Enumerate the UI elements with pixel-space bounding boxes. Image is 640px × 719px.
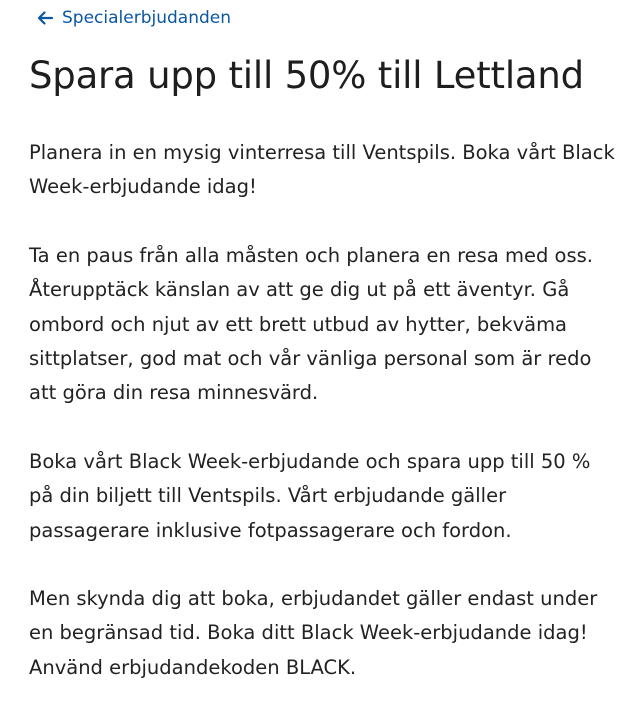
article-body [29,136,619,719]
paragraph-code: Men skynda dig att boka, erbjudandet gäller endast under en begränsad tid. Boka ditt Black Week-erbjudande idag! Använd erbjudandekoden BLACK. [29,587,598,679]
page-title: Spara upp till 50% till Lettland [29,54,584,97]
paragraph-adventure: Ta en paus från alla måsten och planera en resa med oss. Återupptäck känslan av att ge dig ut på ett äventyr. Gå ombord och njut av ett brett utbud av hytter, bekväma sittplatser, god mat och vår vänliga personal som är redo att göra din resa minnesvärd. [29,243,593,405]
paragraph-intro: Planera in en mysig vinterresa till Ventspils. Boka vårt Black Week-erbjudande idag! [29,141,615,199]
back-link[interactable] [36,7,231,29]
back-link-label: Specialerbjudanden [62,8,231,28]
paragraph-offer: Boka vårt Black Week-erbjudande och spara upp till 50 % på din biljett till Ventspils. Vårt erbjudande gäller passagerare inklusive fotpassagerare och fordon. [29,449,591,542]
arrow-left-icon [36,9,54,27]
